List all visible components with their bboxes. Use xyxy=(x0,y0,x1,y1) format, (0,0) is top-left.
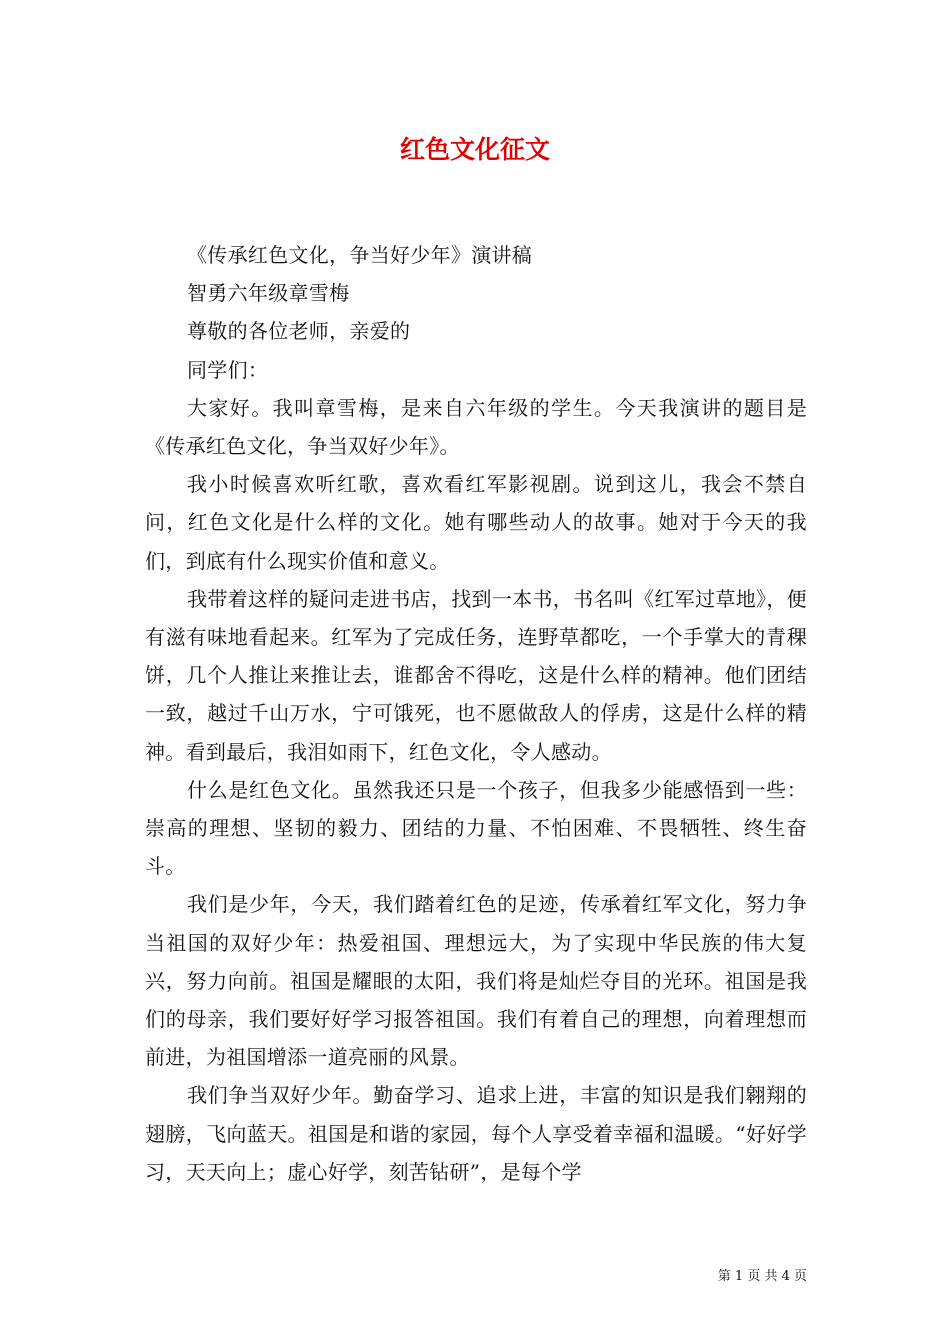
salutation-line: 尊敬的各位老师，亲爱的 xyxy=(187,319,411,344)
body-paragraph: 什么是红色文化。虽然我还只是一个孩子，但我多少能感悟到一些：崇高的理想、坚韧的毅力、团结的力量、不怕困难、不畏牺牲、终生奋斗。 xyxy=(145,777,807,879)
body-paragraph: 我带着这样的疑问走进书店，找到一本书，书名叫《红军过草地》，便有滋有味地看起来。红军为了完成任务，连野草都吃，一个手掌大的青稞饼，几个人推让来推让去，谁都舍不得吃，这是什么样的精神。他们团结一致，越过千山万水，宁可饿死，也不愿做敌人的俘虏，这是什么样的精神。看到最后，我泪如雨下，红色文化，令人感动。 xyxy=(145,586,807,764)
author-line: 智勇六年级章雪梅 xyxy=(187,281,350,306)
document-title: 红色文化征文 xyxy=(399,135,550,164)
document-body xyxy=(145,236,807,1191)
salutation-line-continued: 同学们： xyxy=(187,357,269,382)
body-paragraph: 我小时候喜欢听红歌，喜欢看红军影视剧。说到这儿，我会不禁自问，红色文化是什么样的文化。她有哪些动人的故事。她对于今天的我们，到底有什么现实价值和意义。 xyxy=(145,472,807,573)
body-paragraph: 我们争当双好少年。勤奋学习、追求上进，丰富的知识是我们翱翔的翅膀，飞向蓝天。祖国是和谐的家园，每个人享受着幸福和温暖。“好好学习，天天向上；虚心好学，刻苦钻研”，是每个学 xyxy=(145,1083,807,1184)
body-paragraph: 大家好。我叫章雪梅，是来自六年级的学生。今天我演讲的题目是《传承红色文化，争当双好少年》。 xyxy=(145,395,807,459)
page-number-footer: 第 1 页 共 4 页 xyxy=(717,1269,807,1284)
speech-heading: 《传承红色文化，争当好少年》演讲稿 xyxy=(187,243,533,267)
body-paragraph: 我们是少年，今天，我们踏着红色的足迹，传承着红军文化，努力争当祖国的双好少年：热爱祖国、理想远大，为了实现中华民族的伟大复兴，努力向前。祖国是耀眼的太阳，我们将是灿烂夺目的光环。祖国是我们的母亲，我们要好好学习报答祖国。我们有着自己的理想，向着理想而前进，为祖国增添一道亮丽的风景。 xyxy=(145,892,807,1070)
